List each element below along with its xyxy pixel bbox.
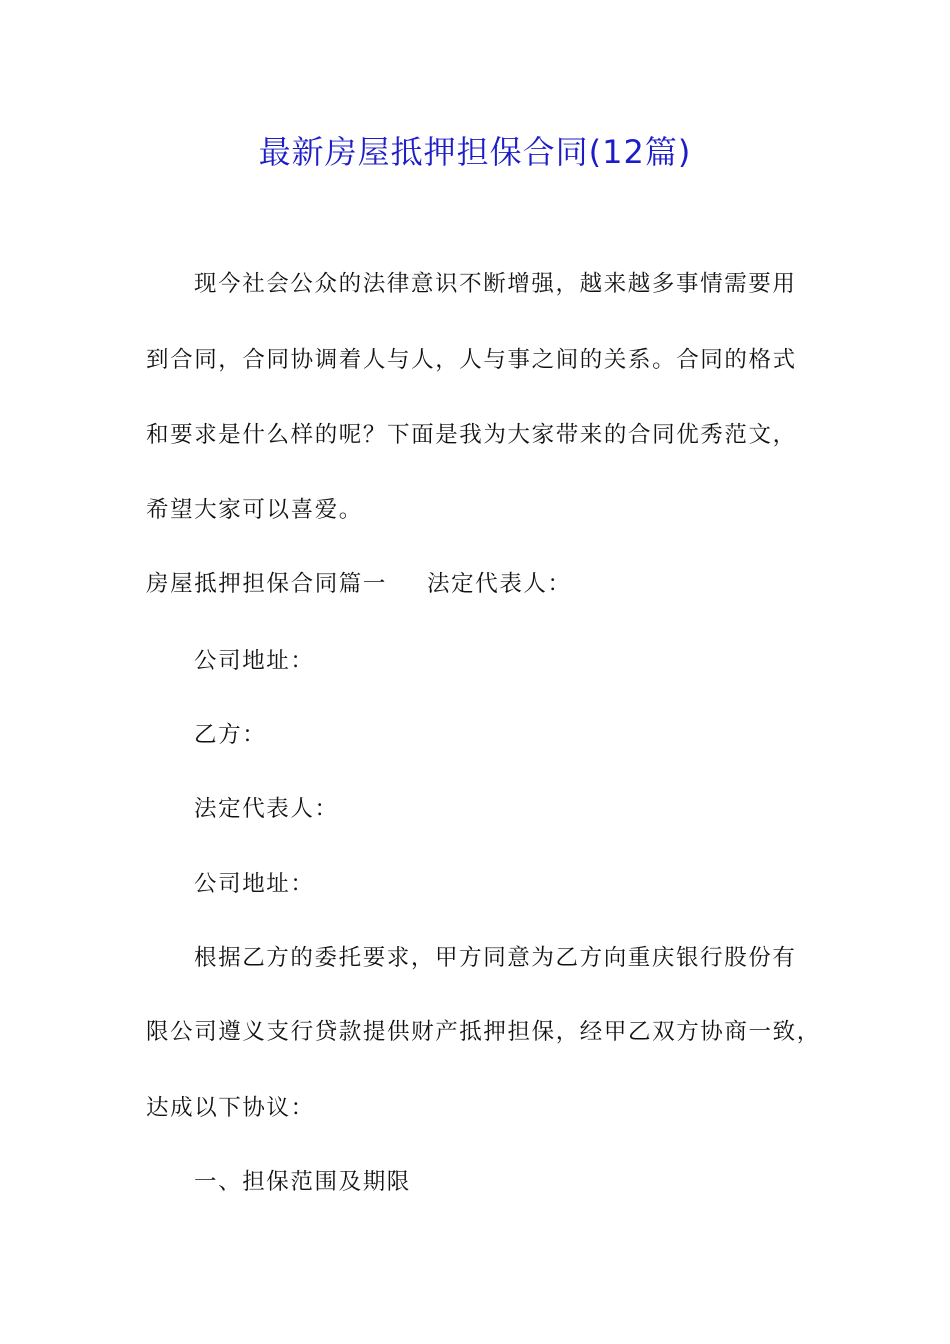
party-a-rep-label: 法定代表人： [427,571,572,597]
party-a-address-label: 公司地址： [194,648,315,674]
body-line-3: 达成以下协议： [146,1095,315,1121]
party-b-rep-label: 法定代表人： [194,796,339,822]
party-b-label: 乙方： [194,722,267,748]
intro-line-4: 希望大家可以喜爱。 [146,497,363,523]
intro-line-1: 现今社会公众的法律意识不断增强，越来越多事情需要用 [194,271,797,297]
body-line-1: 根据乙方的委托要求，甲方同意为乙方向重庆银行股份有 [194,945,797,971]
section-heading: 房屋抵押担保合同篇一 [146,571,388,597]
section-heading-line [146,568,572,600]
intro-line-2: 到合同，合同协调着人与人，人与事之间的关系。合同的格式 [146,347,797,373]
document-title: 最新房屋抵押担保合同(12篇) [258,133,692,171]
party-b-address-label: 公司地址： [194,871,315,897]
intro-line-3: 和要求是什么样的呢？下面是我为大家带来的合同优秀范文， [146,422,797,448]
clause-1-heading: 一、担保范围及期限 [194,1169,411,1195]
body-line-2: 限公司遵义支行贷款提供财产抵押担保，经甲乙双方协商一致， [146,1019,821,1045]
